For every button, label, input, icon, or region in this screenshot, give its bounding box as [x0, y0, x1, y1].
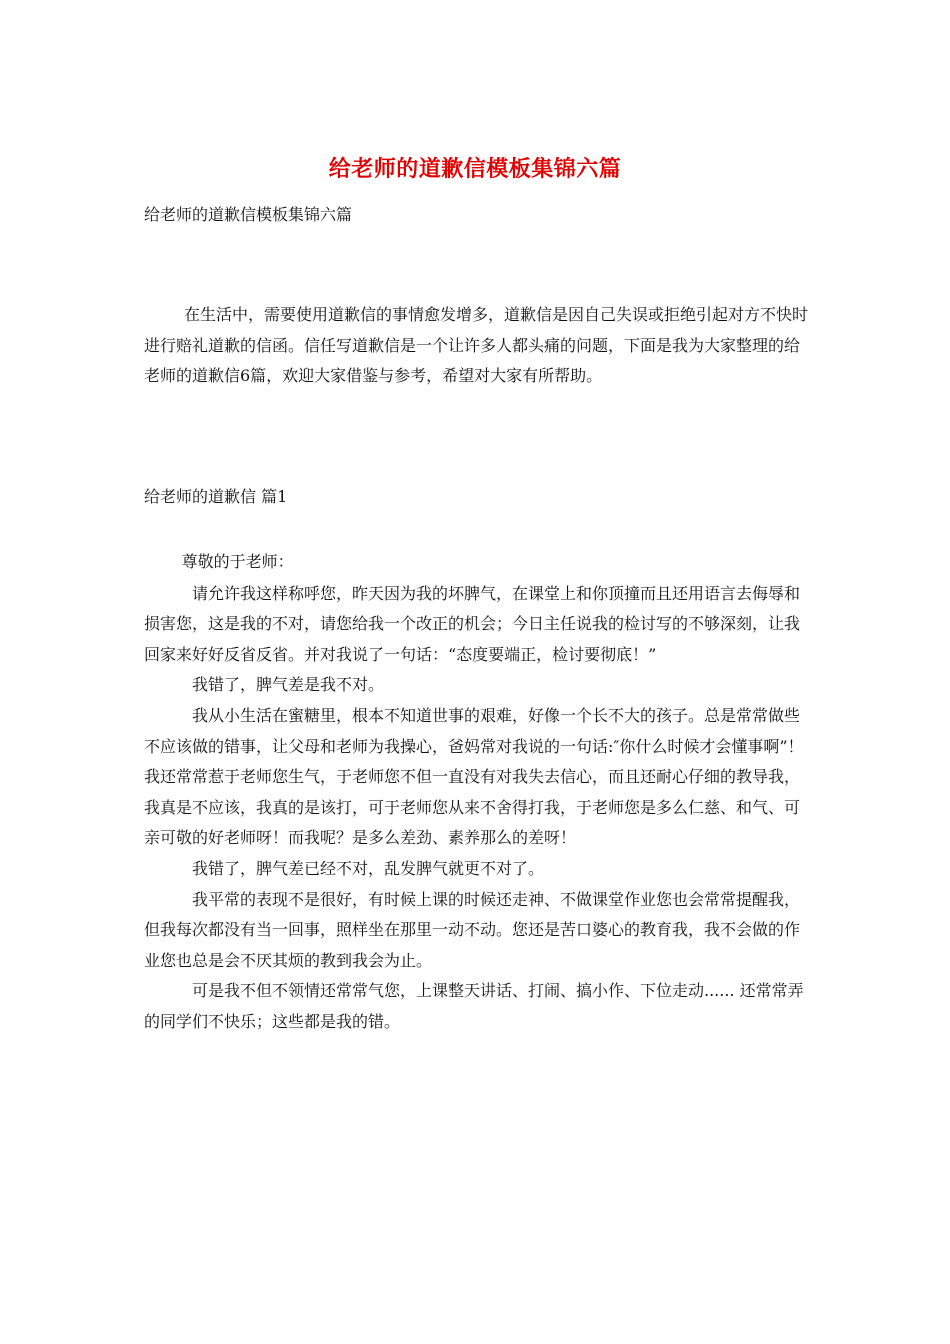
- letter-paragraph: 我错了，脾气差已经不对，乱发脾气就更不对了。: [192, 858, 545, 878]
- letter-salutation: 尊敬的于老师：: [181, 552, 294, 571]
- letter-paragraph: 我从小生活在蜜糖里，根本不知道世事的艰难，好像一个长不大的孩子。总是常常做些不应该做的错事，让父母和老师为我操心，爸妈常对我说的一句话:″你什么时候才会懂事啊”！我还常常惹于老师您生气，于老师您不但一直没有对我失去信心，而且还耐心仔细的教导我，我真是不应该，我真的是该打，可于老师您从来不舍得打我，于老师您是多么仁慈、和气、可亲可敬的好老师呀！而我呢？是多么差劲、素养那么的差呀！: [144, 705, 804, 848]
- letter-paragraph: 请允许我这样称呼您，昨天因为我的坏脾气，在课堂上和你顶撞而且还用语言去侮辱和损害您，这是我的不对，请您给我一个改正的机会；今日主任说我的检讨写的不够深刻，让我回家来好好反省反省。并对我说了一句话：“态度要端正，检讨要彻底！”: [144, 583, 801, 664]
- document-subtitle: 给老师的道歉信模板集锦六篇: [144, 205, 353, 224]
- section-heading: 给老师的道歉信 篇1: [144, 487, 288, 506]
- letter-paragraph: 可是我不但不领情还常常气您，上课整天讲话、打闹、搞小作、下位走动...... 还常常弄的同学们不快乐；这些都是我的错。: [144, 981, 804, 1031]
- letter-paragraph: 我平常的表现不是很好，有时候上课的时候还走神、不做课堂作业您也会常常提醒我，但我每次都没有当一回事，照样坐在那里一动不动。您还是苦口婆心的教育我，我不会做的作业您也总是会不厌其烦的教到我会为止。: [144, 889, 801, 970]
- intro-paragraph: 在生活中，需要使用道歉信的事情愈发增多，道歉信是因自己失误或拒绝引起对方不快时进行赔礼道歉的信函。信任写道歉信是一个让许多人都头痛的问题，下面是我为大家整理的给老师的道歉信6篇，欢迎大家借鉴与参考，希望对大家有所帮助。: [144, 305, 809, 385]
- document-title: 给老师的道歉信模板集锦六篇: [328, 156, 622, 182]
- letter-paragraph: 我错了，脾气差是我不对。: [192, 675, 385, 695]
- letter-body: [144, 547, 808, 1038]
